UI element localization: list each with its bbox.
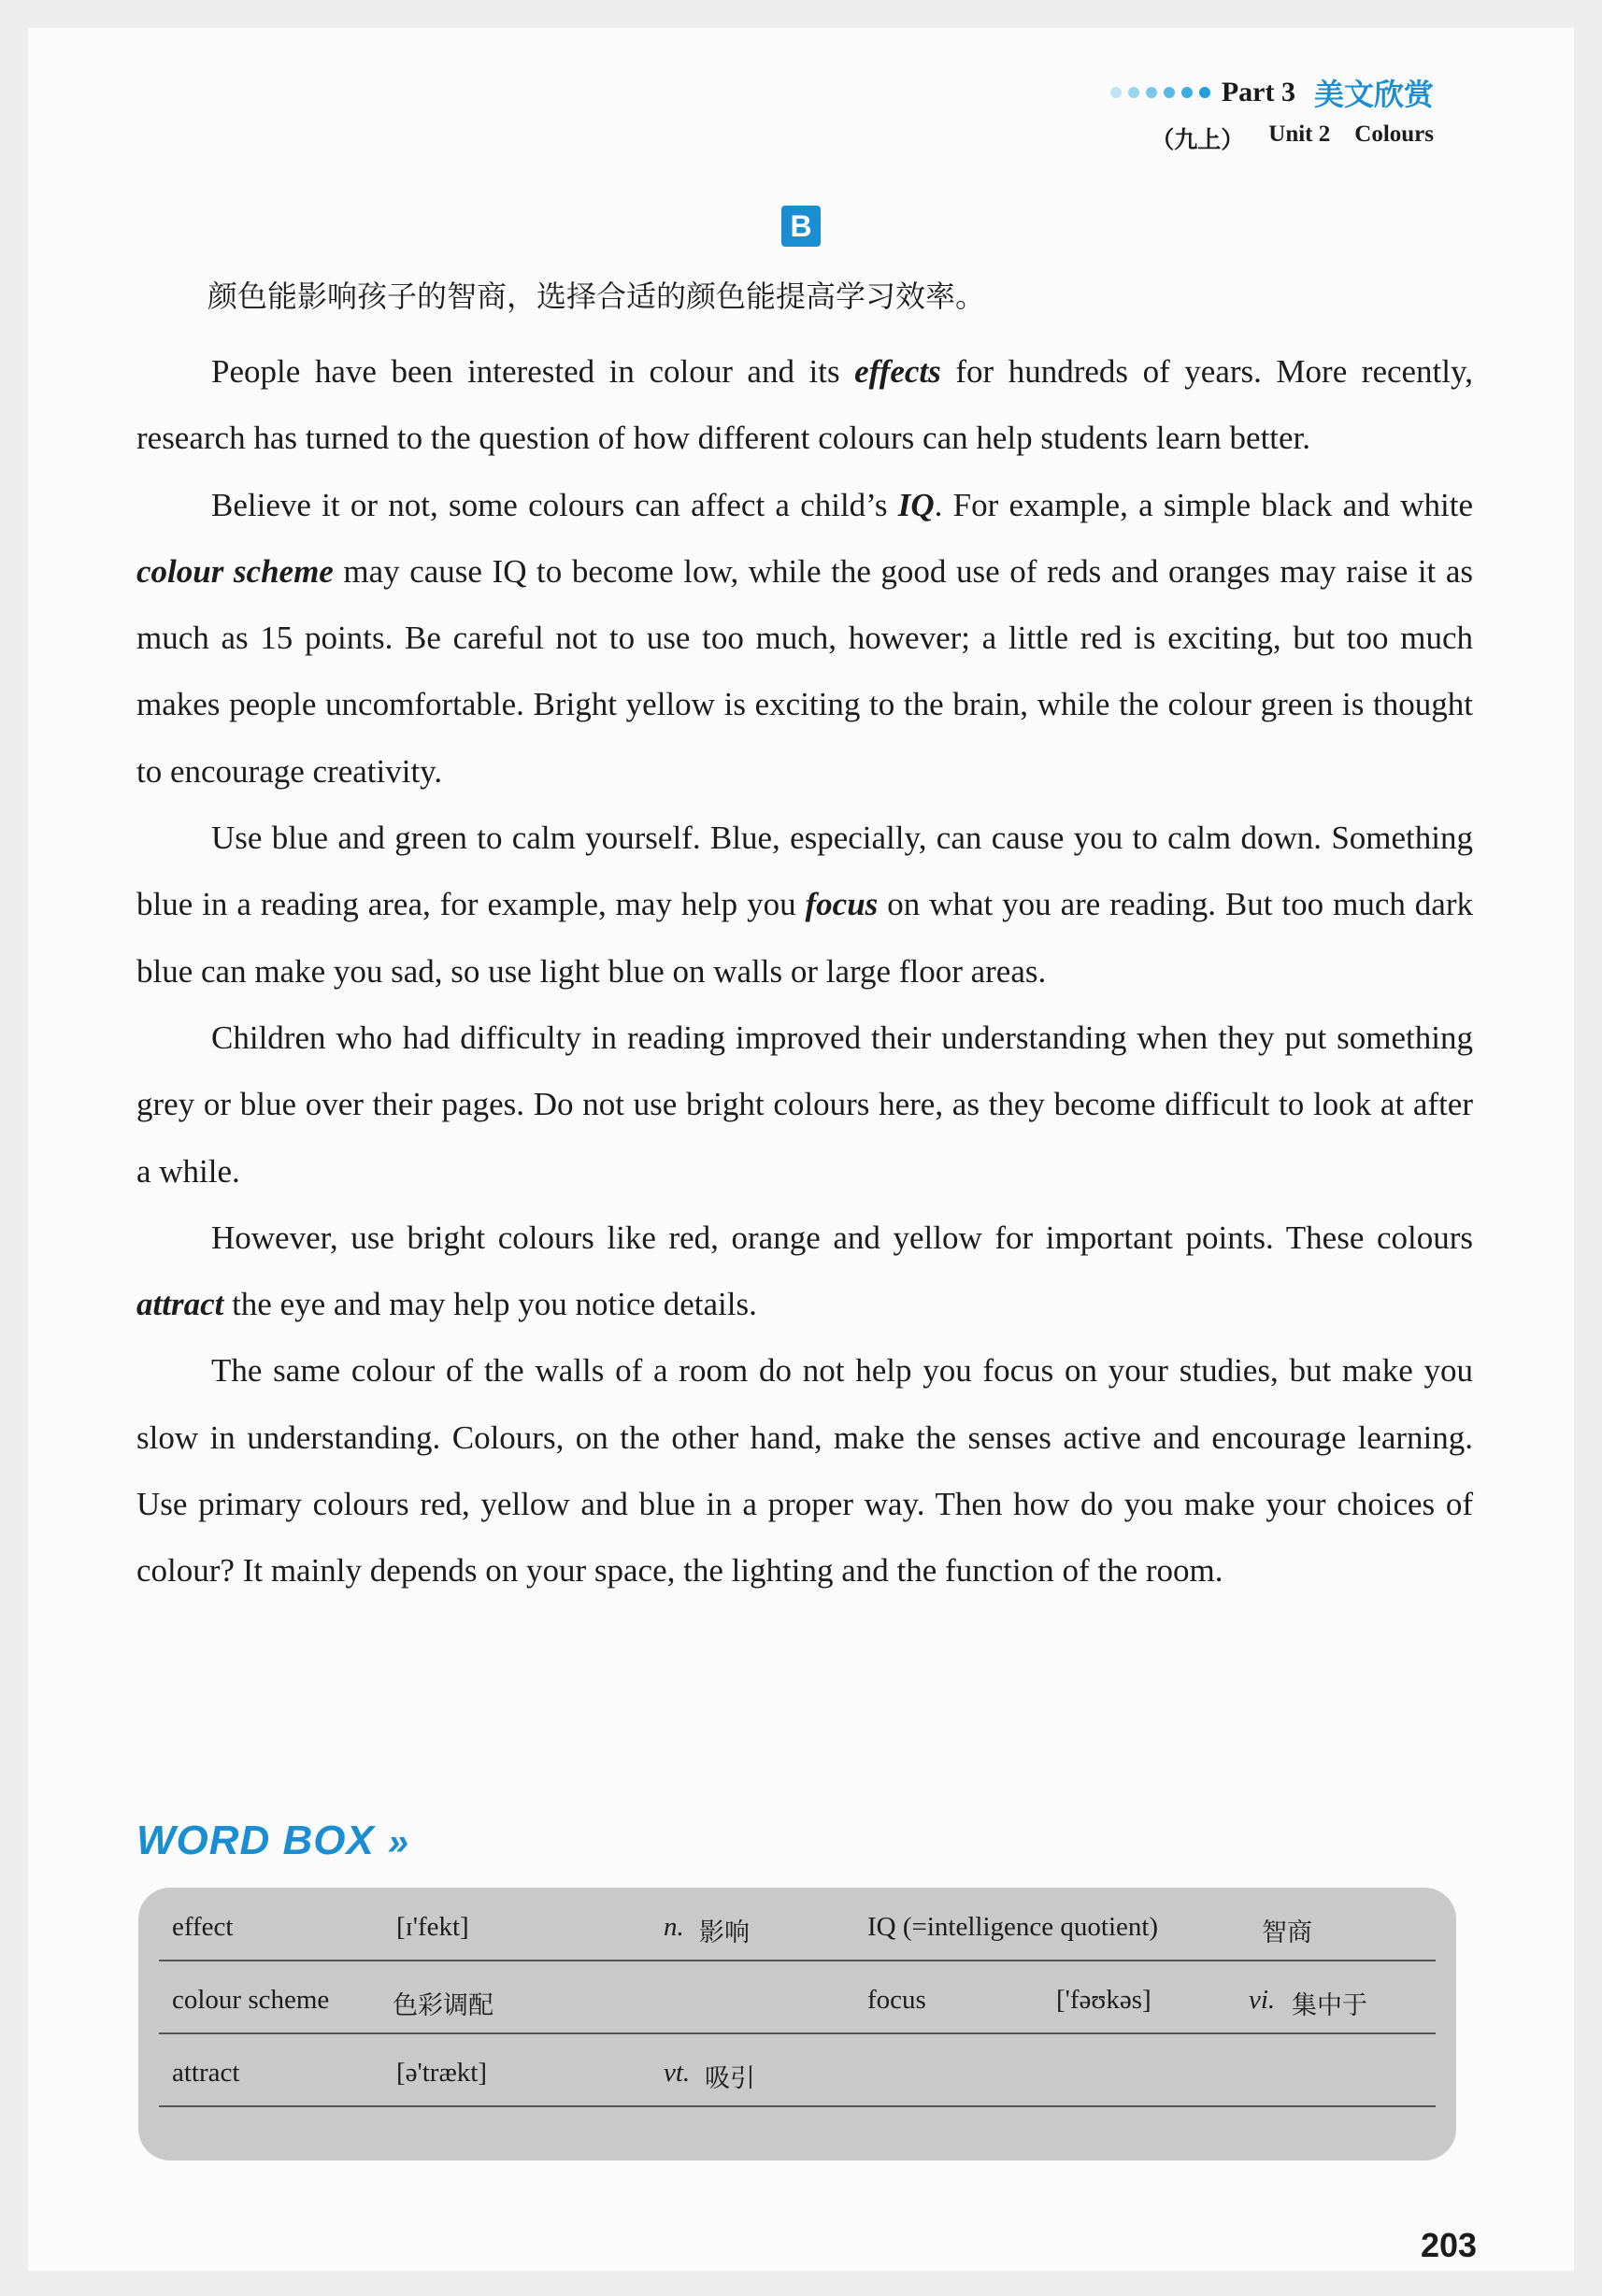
paragraph-text: Believe it or not, some colours can affect a child’s — [211, 486, 898, 523]
paragraph-text: for hundreds of years. More recently, research has turned to the question of how different colours can help students learn better. — [136, 353, 1473, 457]
word-box-title-text: WORD BOX — [136, 1818, 375, 1863]
chinese-intro: 颜色能影响孩子的智商，选择合适的颜色能提高学习效率。 — [207, 278, 986, 314]
vocab-pos: vt. — [664, 2058, 691, 2088]
paragraph-text: . For example, a simple black and white — [934, 486, 1473, 523]
word-box-title — [136, 1818, 409, 1864]
word-box-row — [159, 1888, 1436, 1961]
vocab-pos-2: vi. — [1249, 1985, 1276, 2015]
vocab-meaning: 色彩调配 — [393, 1991, 493, 2020]
paragraph-text: the eye and may help you notice details. — [223, 1286, 757, 1323]
double-chevron-icon: » — [387, 1821, 410, 1862]
key-term: colour scheme — [136, 552, 334, 590]
vocab-meaning: 吸引 — [705, 2064, 755, 2093]
key-term: effects — [854, 353, 941, 390]
paragraph-text: Children who had difficulty in reading improved their understanding when they put something grey or blue over their pages. Do not use bright colours here, as they become difficult to look at after a while. — [136, 1019, 1473, 1190]
vocab-meaning-2: 集中于 — [1292, 1991, 1367, 2020]
vocab-word: effect — [172, 1912, 234, 1942]
article-paragraph — [136, 1337, 1473, 1604]
word-box-row — [159, 1961, 1436, 2034]
paragraph-text: may cause IQ to become low, while the good use of reds and oranges may raise it as much as 15 points. Be careful not to use too much, however; a little red is exciting, but too much makes people uncomfortable. Bright yellow is exciting to the brain, while the colour green is thought to encourage creativity. — [136, 552, 1473, 790]
article-paragraph — [136, 338, 1473, 472]
paragraph-text: People have been interested in colour and its — [211, 353, 855, 390]
vocab-word: attract — [172, 2058, 240, 2088]
vocab-word-2: focus — [867, 1985, 926, 2015]
vocab-meaning: 影响 — [699, 1918, 750, 1947]
key-term: attract — [136, 1286, 224, 1323]
paragraph-text: Use blue and green to calm yourself. Blue, especially, can cause you to calm down. Something blue in a reading area, for example, may help you — [136, 820, 1473, 923]
word-box-row — [159, 2033, 1436, 2107]
article-paragraph — [136, 472, 1473, 805]
article-paragraph — [136, 1005, 1473, 1205]
unit-label: Unit 2 — [1268, 121, 1331, 147]
article-body — [136, 338, 1473, 1604]
book-page — [28, 28, 1574, 2271]
vocab-phonetic: [ɪ'fekt] — [396, 1912, 469, 1942]
part-label: Part 3 — [1221, 77, 1295, 107]
article-paragraph — [136, 805, 1473, 1005]
article-paragraph — [136, 1205, 1473, 1338]
paragraph-text: on what you are reading. But too much dark blue can make you sad, so use light blue on walls or large floor areas. — [136, 886, 1473, 990]
decorative-dots — [1110, 87, 1210, 98]
word-box — [138, 1888, 1456, 2161]
vocab-pos: n. — [664, 1912, 684, 1942]
grade-label: （九上） — [1151, 128, 1245, 153]
page-number: 203 — [1421, 2226, 1478, 2264]
vocab-phonetic-2: ['fəʊkəs] — [1056, 1985, 1151, 2015]
key-term: focus — [805, 886, 879, 923]
vocab-word: colour scheme — [172, 1985, 330, 2015]
paragraph-text: The same colour of the walls of a room do not help you focus on your studies, but make you slow in understanding. Colours, on the other hand, make the senses active and encourage learning. Use primary colours red, yellow and blue in a proper way. Then how do you make your choices of colour? It mainly depends on your space, the lighting and the function of the room. — [136, 1352, 1473, 1590]
vocab-phonetic: [ə'trækt] — [396, 2058, 488, 2088]
vocab-meaning-2: 智商 — [1262, 1918, 1312, 1947]
section-badge: B — [781, 206, 821, 247]
vocab-word-2: IQ (=intelligence quotient) — [867, 1912, 1159, 1942]
key-term: IQ — [897, 486, 935, 523]
paragraph-text: However, use bright colours like red, orange and yellow for important points. These colours — [211, 1219, 1473, 1256]
page-header — [1110, 71, 1434, 155]
section-title: 美文欣赏 — [1313, 77, 1434, 112]
unit-title: Colours — [1354, 121, 1434, 147]
